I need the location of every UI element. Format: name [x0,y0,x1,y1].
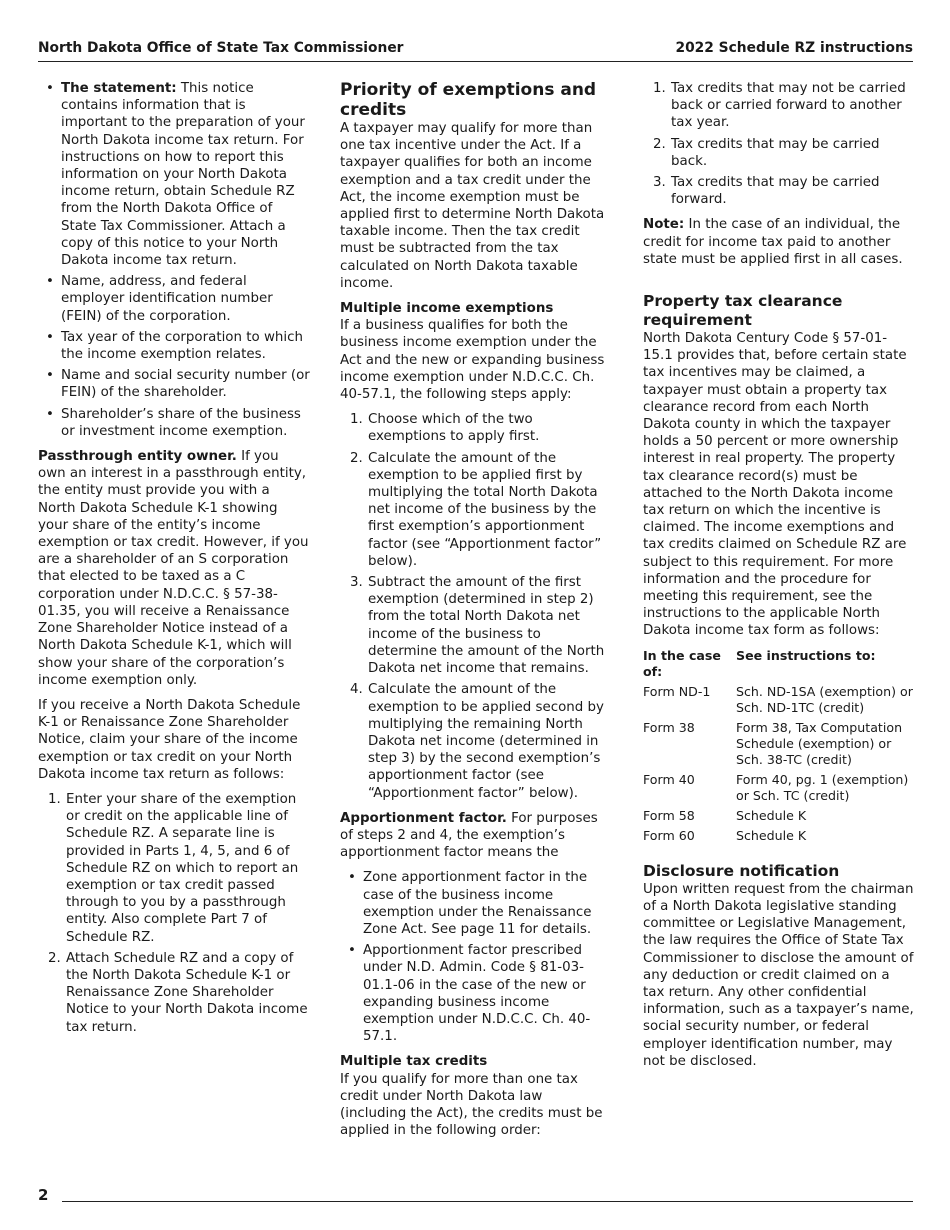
table-row: Form 60 Schedule K [643,827,807,843]
list-item: 1. Tax credits that may not be carried back or carried forward to another tax year. [653,81,906,131]
table-row: Form 38 Form 38, Tax Computation Schedule (exemption) or Sch. 38-TC (credit) [643,719,903,767]
column-2 [340,80,612,1147]
table-row: Form 58 Schedule K [643,807,807,823]
table-row: Form ND-1 Sch. ND-1SA (exemption) or Sch. ND-1TC (credit) [643,683,913,715]
exemption-steps-list [340,411,612,801]
form-reference-table [643,648,915,848]
list-item: 1. Choose which of the two exemptions to apply first. [350,412,540,445]
section-title-disclosure: Disclosure notification [643,861,840,880]
subheading-multiple-exemptions: Multiple income exemptions [340,301,554,317]
table-row: Form 40 Form 40, pg. 1 (exemption) or Sch. TC (credit) [643,771,909,803]
list-item: • Apportionment factor prescribed under N.D. Admin. Code § 81-03-01.1-06 in the case of the new or expanding business income exemption under N.D.C.C. Ch. 40-57.1. [363,942,612,1045]
column-3 [643,80,915,1078]
list-item: • The statement: This notice contains information that is important to the preparation of your North Dakota income tax return. For instructions on how to report this information on your North Dakota income return, obtain Schedule RZ from the North Dakota Office of State Tax Commissioner. Attach a copy of this notice to your North Dakota income tax return. [61,80,310,269]
list-item: 3. Subtract the amount of the first exemption (determined in step 2) from the total North Dakota net income of the business to determine the amount of the North Dakota net income that remains. [350,575,605,677]
note-paragraph: Note: In the case of an individual, the credit for income tax paid to another state must be applied first in all cases. [643,217,903,267]
disclosure-paragraph: Upon written request from the chairman of a North Dakota legislative standing committee or Legislative Management, the law requires the Office of State Tax Commissioner to disclose the amount of any deduction or credit claimed on a tax return. Any other confidential information, such as a taxpayer’s name, social security number, or federal employer identification number, may not be disclosed. [643,881,914,1069]
statement-bullet-list [38,80,310,440]
list-item: 4. Calculate the amount of the exemption to be applied second by multiplying the remaining North Dakota net income (determined in step 3) by the second exemption’s apportionment factor (see “Apportionment factor” below). [350,682,604,801]
multiple-exemptions-paragraph: If a business qualifies for both the business income exemption under the Act and the new or expanding business income exemption under N.D.C.C. Ch. 40-57.1, the following steps apply: [340,318,605,403]
property-tax-paragraph: North Dakota Century Code § 57-01-15.1 provides that, before certain state tax incentives may be claimed, a taxpayer must obtain a property tax clearance record from each North Dakota county in which the taxpayer holds a 50 percent or more ownership interest in real property. The property tax clearance record(s) must be attached to the North Dakota income tax return on which the incentive is claimed. The income exemptions and tax credits claimed on Schedule RZ are subject to this requirement. For more information and the procedure for meeting this requirement, see the instructions to the applicable North Dakota income tax form as follows: [643,331,907,639]
list-item: 2. Calculate the amount of the exemption to be applied first by multiplying the total North Dakota net income of the business by the first exemption’s apportionment factor (see “Apportionment factor” below). [350,450,602,569]
section-title-priority: Priority of exemptions and credits [340,80,597,120]
footer-rule [62,1201,913,1202]
header-document-title: 2022 Schedule RZ instructions [675,40,913,56]
multiple-credits-paragraph: If you qualify for more than one tax credit under North Dakota law (including the Act), the credits must be applied in the following order: [340,1071,603,1139]
list-item: • Zone apportionment factor in the case of the business income exemption under the Renaissance Zone Act. See page 11 for details. [363,869,612,938]
list-item: 2. Tax credits that may be carried back. [653,136,880,169]
credit-order-list [643,80,915,208]
list-item: 1. Enter your share of the exemption or credit on the applicable line of Schedule RZ. A separate line is provided in Parts 1, 4, 5, and 6 of Schedule RZ on which to report an exemption or tax credit passed through to you by a passthrough entity. Also complete Part 7 of Schedule RZ. [48,791,299,945]
passthrough-paragraph: Passthrough entity owner. If you own an interest in a passthrough entity, the entity must provide you with a North Dakota Schedule K-1 showing your share of the entity’s income exemption or tax credit. However, if you are a shareholder of an S corporation that elected to be taxed as a C corporation under N.D.C.C. § 57-38-01.35, you will receive a Renaissance Zone Shareholder Notice instead of a North Dakota Schedule K-1, which will show your share of the corporation’s income exemption only. [38,449,309,688]
list-item: • Name and social security number (or FEIN) of the shareholder. [61,367,310,401]
list-item: 3. Tax credits that may be carried forward. [653,175,880,208]
receive-notice-paragraph: If you receive a North Dakota Schedule K-1 or Renaissance Zone Shareholder Notice, claim your share of the income exemption or tax credit on your North Dakota income tax return as follows: [38,697,301,782]
page-number: 2 [38,1186,49,1204]
priority-paragraph: A taxpayer may qualify for more than one tax incentive under the Act. If a taxpayer qualifies for both an income exemption and a tax credit under the Act, the income exemption must be applied first to determine North Dakota taxable income. Then the tax credit must be subtracted from the tax calculated on North Dakota taxable income. [340,121,605,291]
header-agency: North Dakota Office of State Tax Commissioner [38,40,404,56]
section-title-property-tax: Property tax clearance requirement [643,292,843,330]
header-rule [38,61,913,62]
apportionment-bullet-list [340,869,612,1045]
list-item: • Name, address, and federal employer identification number (FEIN) of the corporation. [61,273,310,325]
column-1 [38,80,310,1044]
apportionment-paragraph: Apportionment factor. For purposes of steps 2 and 4, the exemption’s apportionment factor means the [340,810,598,861]
table-header-row [643,648,915,684]
page-header [38,40,913,60]
claim-steps-list [38,791,310,1036]
list-item: • Tax year of the corporation to which the income exemption relates. [61,329,310,363]
list-item: • Shareholder’s share of the business or investment income exemption. [61,406,310,440]
column-header: See instructions to: [736,647,876,663]
list-item: 2. Attach Schedule RZ and a copy of the North Dakota Schedule K-1 or Renaissance Zone Shareholder Notice to your North Dakota income tax return. [48,950,308,1035]
column-header: In the case of: [643,647,721,679]
subheading-multiple-credits: Multiple tax credits [340,1054,488,1070]
